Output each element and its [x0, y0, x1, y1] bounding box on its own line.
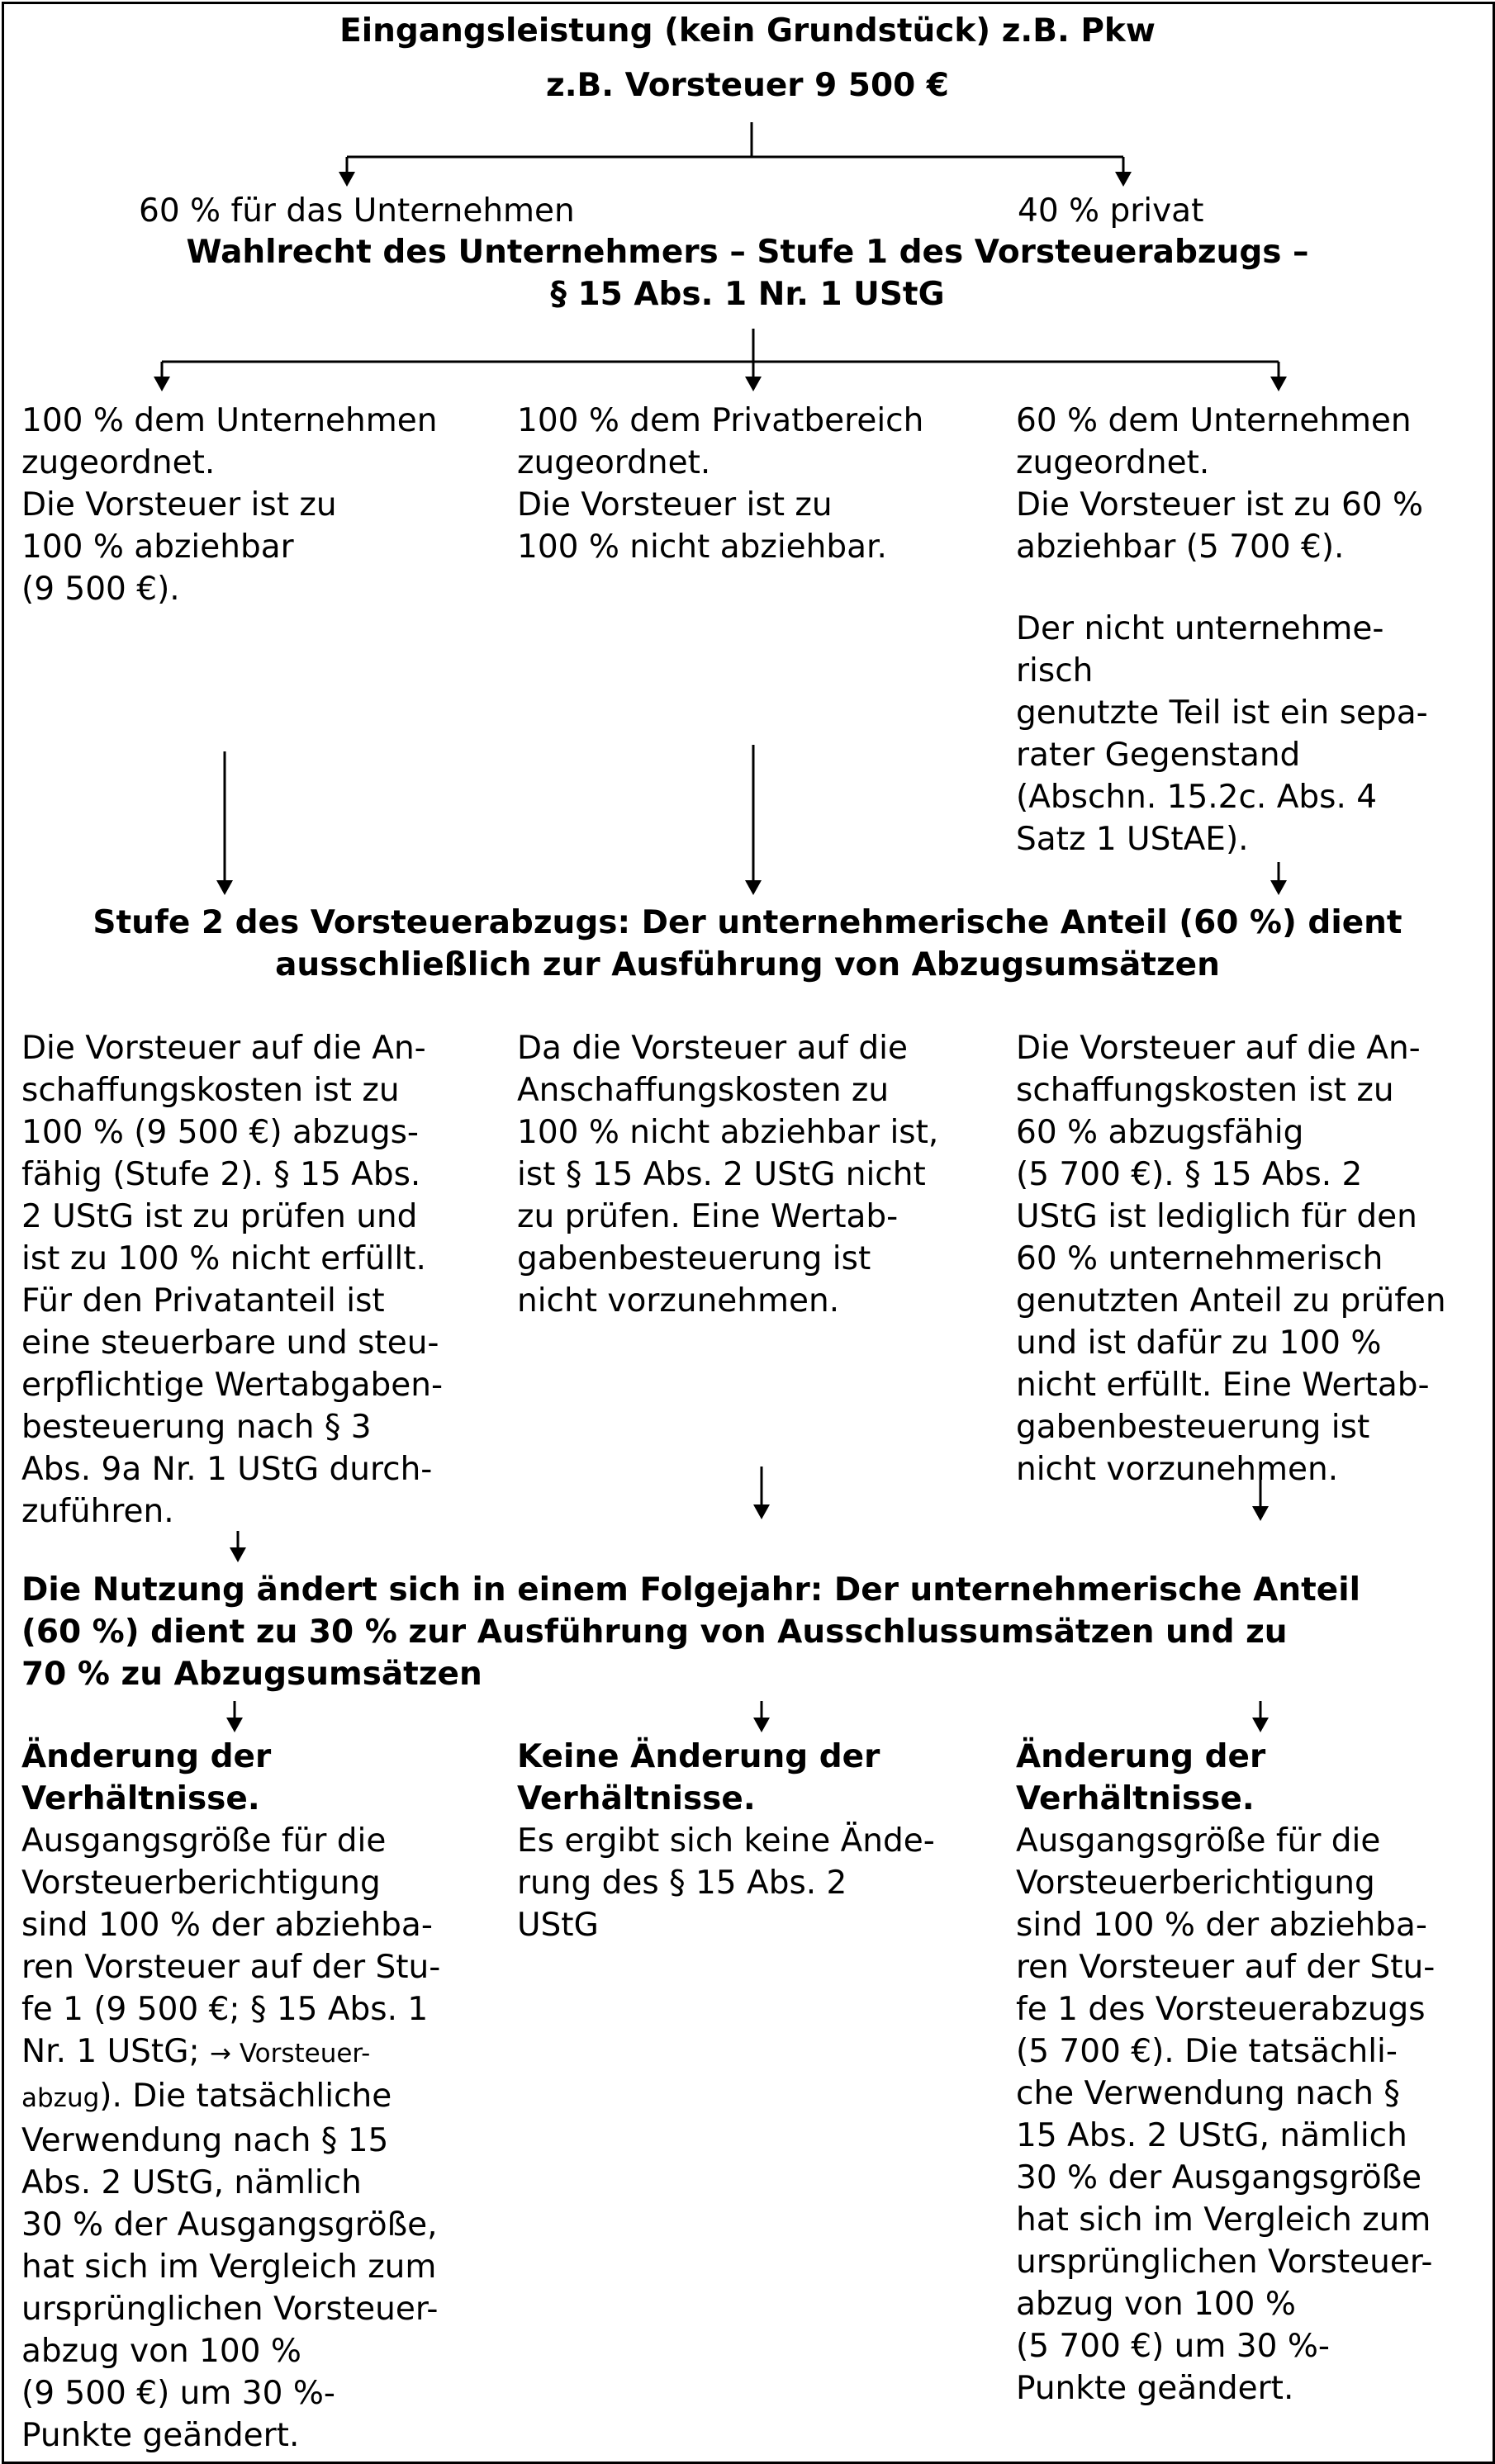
result-1-body-part-b: ). Die tatsächliche Verwendung nach § 15 Abs. 2 UStG, nämlich 30 % der Ausgangsgröße, hat sich im Vergleich zum ursprünglichen Vorsteuer- abzug von 100 % (9 500 €) um 30 %- Punkte geändert. — [21, 2078, 439, 2454]
split-business-share: 60 % für das Unternehmen — [139, 192, 575, 230]
result-2-body: Es ergibt sich keine Ände- rung des § 15 Abs. 2 UStG — [517, 1822, 935, 1944]
arrow-head — [1270, 880, 1287, 895]
arrow-head — [226, 1718, 243, 1732]
option-full-private: 100 % dem Privatbereich zugeordnet. Die Vorsteuer ist zu 100 % nicht abziehbar. — [517, 402, 924, 566]
stage2-heading-line1: Stufe 2 des Vorsteuerabzugs: Der unternehmerische Anteil (60 %) dient — [93, 904, 1402, 941]
split-private-share: 40 % privat — [1018, 192, 1204, 230]
arrow-head — [1252, 1506, 1269, 1521]
option-full-business: 100 % dem Unternehmen zugeordnet. Die Vorsteuer ist zu 100 % abziehbar (9 500 €). — [21, 402, 438, 608]
arrow-head — [1270, 377, 1287, 391]
stage2-heading-line2: ausschließlich zur Ausführung von Abzugsumsätzen — [275, 946, 1220, 983]
arrow-head — [745, 880, 762, 895]
arrow-head — [753, 1718, 770, 1732]
change-heading-line3: 70 % zu Abzugsumsätzen — [21, 1656, 482, 1693]
stage1-heading-line2: § 15 Abs. 1 Nr. 1 UStG — [550, 276, 945, 313]
stage1-heading-line1: Wahlrecht des Unternehmers – Stufe 1 des Vorsteuerabzugs – — [186, 234, 1309, 271]
arrow-head — [753, 1504, 770, 1519]
arrow-head — [745, 377, 762, 391]
arrow-head — [1115, 172, 1132, 187]
change-heading-line1: Die Nutzung ändert sich in einem Folgejahr: Der unternehmerische Anteil — [21, 1571, 1360, 1609]
result-1-body-part-a: Ausgangsgröße für die Vorsteuerberichtigung sind 100 % der abziehba- ren Vorsteuer auf der Stu- fe 1 (9 500 €; § 15 Abs. 1 Nr. 1 UStG; — [21, 1822, 441, 2070]
header-title: Eingangsleistung (kein Grundstück) z.B. Pkw — [339, 12, 1156, 50]
stage2-text-business: Die Vorsteuer auf die An- schaffungskosten ist zu 100 % (9 500 €) abzugs- fähig (Stufe 2). § 15 Abs. 2 UStG ist zu prüfen und ist zu 100 % nicht erfüllt. Für den Privatanteil ist eine steuerbare und steu- erpflichtige Wertabgaben- besteuerung nach § 3 Abs. 9a Nr. 1 UStG durch- zuführen. — [21, 1030, 444, 1530]
result-3-title: Änderung der Verhältnisse. — [1016, 1738, 1266, 1817]
result-2-title: Keine Änderung der Verhältnisse. — [517, 1738, 880, 1817]
arrow-head — [216, 880, 233, 895]
arrow-head — [230, 1547, 246, 1562]
change-heading-line2: (60 %) dient zu 30 % zur Ausführung von Ausschlussumsätzen und zu — [21, 1613, 1288, 1651]
stage2-text-partial: Die Vorsteuer auf die An- schaffungskosten ist zu 60 % abzugsfähig (5 700 €). § 15 Abs. 2 UStG ist lediglich für den 60 % unternehmerisch genutzten Anteil zu prüfen und ist dafür zu 100 % nicht erfüllt. Eine Wertab- gabenbesteuerung ist nicht vorzunehmen. — [1016, 1030, 1446, 1488]
stage2-text-private: Da die Vorsteuer auf die Anschaffungskosten zu 100 % nicht abziehbar ist, ist § 15 Abs. 2 UStG nicht zu prüfen. Eine Wertab- gabenbesteuerung ist nicht vorzunehmen. — [517, 1030, 939, 1320]
arrow-head — [154, 377, 170, 391]
arrow-head — [1252, 1718, 1269, 1732]
result-1-body-crossref: → Vorsteuer- abzug — [21, 2039, 371, 2113]
result-3-body: Ausgangsgröße für die Vorsteuerberichtigung sind 100 % der abziehba- ren Vorsteuer auf der Stu- fe 1 des Vorsteuerabzugs (5 700 €). Die tatsächli- che Verwendung nach § 15 Abs. 2 UStG, nämlich 30 % der Ausgangsgröße hat sich im Vergleich zum ursprünglichen Vorsteuer- abzug von 100 % (5 700 €) um 30 %- Punkte geändert. — [1016, 1822, 1436, 2407]
option-partial-business: 60 % dem Unternehmen zugeordnet. Die Vorsteuer ist zu 60 % abziehbar (5 700 €). — [1016, 402, 1424, 566]
result-1-title: Änderung der Verhältnisse. — [21, 1738, 272, 1817]
option-partial-note: Der nicht unternehme- risch genutzte Teil ist ein sepa- rater Gegenstand (Abschn. 15.2c. Abs. 4 Satz 1 UStAE). — [1016, 610, 1428, 858]
header-subtitle: z.B. Vorsteuer 9 500 € — [546, 67, 949, 104]
arrow-head — [339, 172, 355, 187]
